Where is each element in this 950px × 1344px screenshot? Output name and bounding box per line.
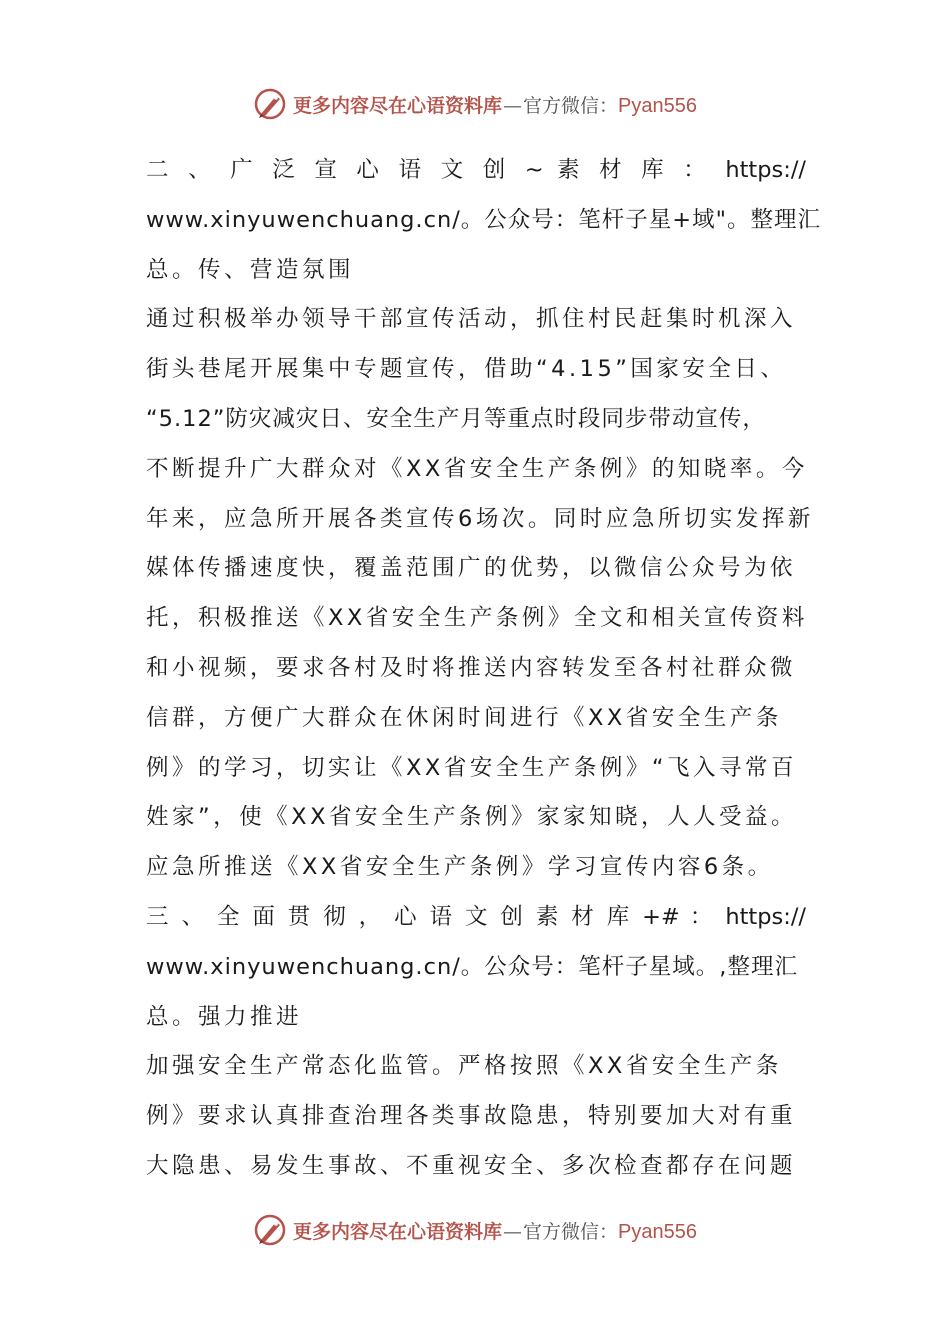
text-line: 总。强力推进 (146, 1003, 303, 1030)
footer-banner-label: 官方微信： (523, 1220, 619, 1243)
heading-line: 三 、 全 面 贯 彻 ， 心 语 文 创 素 材 库 +# ： https:// (146, 903, 806, 930)
text-line: 通过积极举办领导干部宣传活动，抓住村民赶集时机深入 (146, 306, 797, 333)
text-line: 例》的学习，切实让《XX省安全生产条例》“飞入寻常百 (146, 754, 797, 781)
text-line: www.xinyuwenchuang.cn/。公众号：笔杆子星域。,整理汇 (146, 953, 798, 980)
footer-banner-dash: — (503, 1220, 523, 1243)
footer-banner (0, 1210, 950, 1250)
footer-banner-main: 更多内容尽在心语资料库 (293, 1220, 503, 1243)
text-line: 加强安全生产常态化监管。严格按照《XX省安全生产条 (146, 1053, 782, 1080)
text-line: 媒体传播速度快，覆盖范围广的优势，以微信公众号为依 (146, 555, 797, 582)
header-banner-dash: — (503, 94, 523, 117)
header-banner-account: Pyan556 (618, 94, 697, 117)
footer-banner-text (293, 1217, 697, 1244)
text-line: 和小视频，要求各村及时将推送内容转发至各村社群众微 (146, 654, 797, 681)
footer-banner-account: Pyan556 (618, 1220, 697, 1243)
text-line: 姓家”，使《XX省安全生产条例》家家知晓，人人受益。 (146, 804, 797, 831)
text-line: 应急所推送《XX省安全生产条例》学习宣传内容6条。 (146, 854, 774, 881)
text-line: 托，积极推送《XX省安全生产条例》全文和相关宣传资料 (146, 605, 808, 632)
text-line: 例》要求认真排查治理各类事故隐患，特别要加大对有重 (146, 1103, 797, 1130)
pen-logo-icon (253, 1213, 287, 1247)
text-line: 大隐患、易发生事故、不重视安全、多次检查都存在问题 (146, 1152, 797, 1179)
text-line: 信群，方便广大群众在休闲时间进行《XX省安全生产条 (146, 704, 782, 731)
text-line: “5.12”防灾减灾日、安全生产月等重点时段同步带动宣传， (146, 405, 766, 432)
header-banner-label: 官方微信： (523, 94, 619, 117)
text-line: 不断提升广大群众对《XX省安全生产条例》的知晓率。今 (146, 455, 808, 482)
text-line: 总。传、营造氛围 (146, 256, 355, 283)
header-banner-text (293, 91, 697, 118)
header-banner (0, 84, 950, 124)
document-body (146, 146, 821, 1192)
heading-line: 二 、 广 泛 宣 心 语 文 创 ~ 素 材 库 ： https:// (146, 157, 806, 183)
pen-logo-icon (253, 87, 287, 121)
text-line: 年来，应急所开展各类宣传6场次。同时应急所切实发挥新 (146, 505, 814, 532)
text-line: www.xinyuwenchuang.cn/。公众号：笔杆子星+域"。整理汇 (146, 206, 821, 233)
header-banner-main: 更多内容尽在心语资料库 (293, 94, 503, 117)
text-line: 街头巷尾开展集中专题宣传，借助“4.15”国家安全日、 (146, 356, 787, 383)
